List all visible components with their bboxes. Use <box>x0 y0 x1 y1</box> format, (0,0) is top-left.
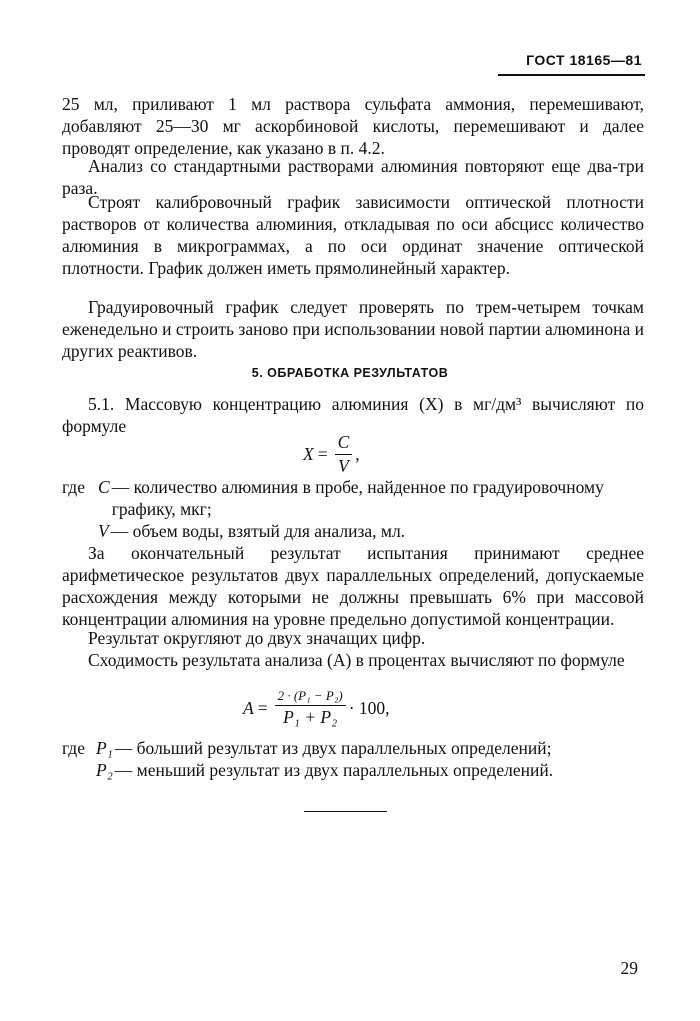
definition-text: — количество алюминия в пробе, найденное по градуировочному графику, мкг; <box>111 477 604 519</box>
paragraph-repeat-analysis: Анализ со стандартными растворами алюминия повторяют еще два-три раза. <box>62 156 644 198</box>
definition-prefix <box>62 759 88 781</box>
definition-text: — больший результат из двух параллельных определений; <box>114 738 552 758</box>
formula-lhs: X <box>303 444 314 464</box>
definition-v <box>62 520 644 542</box>
formula-numerator: C <box>335 432 353 455</box>
paragraph-rounding: Результат округляют до двух значащих цифр. <box>88 628 426 648</box>
formula-denominator: V <box>338 456 349 476</box>
definition-text: — объем воды, взятый для анализа, мл. <box>110 521 406 541</box>
formula-fraction <box>275 688 346 728</box>
definition-symbol: V <box>98 521 109 541</box>
formula-tail: · 100, <box>348 697 390 718</box>
formula-lhs: A <box>243 697 254 718</box>
formula-tail: , <box>355 444 360 464</box>
standard-code: ГОСТ 18165—81 <box>526 52 642 68</box>
section-title: 5. ОБРАБОТКА РЕЗУЛЬТАТОВ <box>251 366 449 380</box>
paragraph-convergence: Сходимость результата анализа (A) в процентах вычисляют по формуле <box>88 650 625 670</box>
definition-p2 <box>62 759 644 781</box>
paragraph-final-result: За окончательный результат испытания принимают среднее арифметическое результатов двух параллельных определений, допускаемые расхождения между которыми не должны превышать 6% при массовой концентрации алюминия на уровне предельно допустимой концентрации. <box>62 543 644 629</box>
page-number: 29 <box>620 958 638 978</box>
formula-concentration <box>303 432 360 477</box>
paragraph-calibration-graph: Строят калибровочный график зависимости оптической плотности растворов от количества алюминия, откладывая по оси абсцисс количество алюминия в микрограммах, а по оси ординат значение оптической плотности. График должен иметь прямолинейный характер. <box>62 192 644 278</box>
definition-symbol: P₂ <box>96 760 113 780</box>
end-rule <box>304 811 387 812</box>
definition-symbol: P₁ <box>96 738 113 758</box>
formula-equals: = <box>257 697 268 718</box>
definition-symbol: C <box>98 477 110 497</box>
definition-text: — меньший результат из двух параллельных определений. <box>114 760 554 780</box>
formula-denominator: P₁ + P₂ <box>283 707 338 727</box>
paragraph-continuation: 25 мл, приливают 1 мл раствора сульфата аммония, перемешивают, добавляют 25—30 мг аскорбиновой кислоты, перемешивают и далее проводят определение, как указано в п. 4.2. <box>62 94 644 158</box>
definition-p1 <box>62 737 644 759</box>
formula-convergence <box>243 688 390 728</box>
definition-prefix: где <box>62 477 85 497</box>
clause-5-1: 5.1. Массовую концентрацию алюминия (X) в мг/дм³ вычисляют по формуле <box>62 394 644 436</box>
definition-prefix: где <box>62 738 85 758</box>
formula-numerator: 2 · (P₁ − P₂) <box>275 688 346 706</box>
formula-equals: = <box>317 444 328 464</box>
definition-prefix <box>62 520 88 542</box>
paragraph-graph-check: Градуировочный график следует проверять по трем-четырем точкам еженедельно и строить заново при использовании новой партии алюминона и других реактивов. <box>62 297 644 361</box>
header-rule <box>498 74 645 76</box>
definition-c <box>62 476 644 520</box>
formula-fraction <box>335 432 353 477</box>
